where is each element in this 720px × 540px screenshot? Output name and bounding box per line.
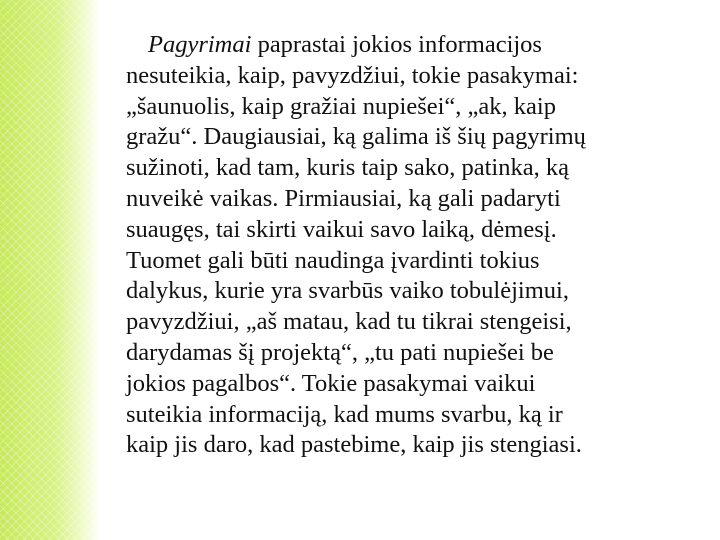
paragraph-line-text: paprastai jokios informacijos	[251, 31, 542, 58]
paragraph-line	[126, 30, 706, 61]
paragraph-line: „šaunuolis, kaip gražiai nupiešei“, „ak, kaip	[126, 92, 556, 120]
lead-word: Pagyrimai	[148, 31, 252, 58]
paragraph-line: nuveikė vaikas. Pirmiausiai, ką gali padaryti	[126, 184, 561, 212]
paragraph-line: pavyzdžiui, „aš matau, kad tu tikrai stengeisi,	[126, 308, 572, 336]
paragraph-line: suaugęs, tai skirti vaikui savo laiką, dėmesį.	[126, 215, 557, 243]
paragraph-line: Tuomet gali būti naudinga įvardinti tokius	[126, 246, 540, 274]
paragraph-line: dalykus, kurie yra svarbūs vaiko tobulėjimui,	[126, 277, 569, 305]
decorative-side-band	[0, 0, 100, 540]
paragraph-line: sužinoti, kad tam, kuris taip sako, patinka, ką	[126, 154, 569, 182]
paragraph-line: darydamas šį projektą“, „tu pati nupiešei be	[126, 338, 554, 366]
slide-paragraph	[126, 30, 706, 461]
paragraph-line: kaip jis daro, kad pastebime, kaip jis stengiasi.	[126, 431, 582, 459]
paragraph-line: jokios pagalbos“. Tokie pasakymai vaikui	[126, 369, 536, 397]
paragraph-line: suteikia informaciją, kad mums svarbu, ką ir	[126, 400, 563, 428]
paragraph-line: nesuteikia, kaip, pavyzdžiui, tokie pasakymai:	[126, 61, 579, 89]
paragraph-line: gražu“. Daugiausiai, ką galima iš šių pagyrimų	[126, 123, 586, 151]
